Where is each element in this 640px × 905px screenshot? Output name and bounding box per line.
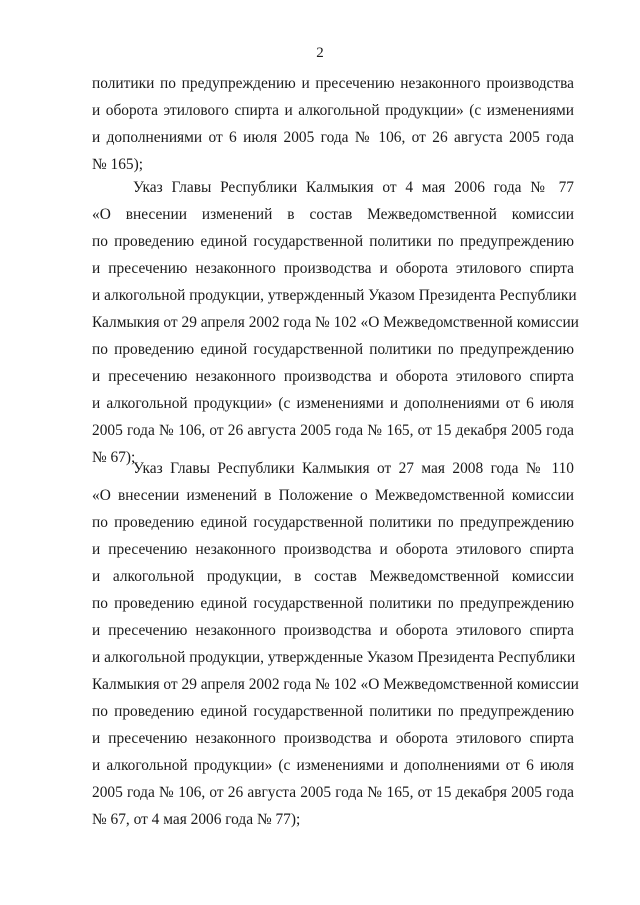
- text-line: Указ Главы Республики Калмыкия от 4 мая 2006 года № 77: [133, 179, 574, 196]
- text-line: и дополнениями от 6 июля 2005 года № 106, от 26 августа 2005 года: [92, 129, 574, 146]
- paragraph-decree-2008: [92, 455, 579, 833]
- text-line: и пресечению незаконного производства и оборота этилового спирта: [92, 368, 574, 385]
- text-line: № 165);: [92, 156, 144, 173]
- text-line: и алкогольной продукции, утвержденный Указом Президента Республики: [92, 287, 577, 304]
- text-line: и алкогольной продукции» (с изменениями и дополнениями от 6 июля: [92, 395, 574, 412]
- text-line: и алкогольной продукции, утвержденные Указом Президента Республики: [92, 649, 576, 666]
- text-line: «О внесении изменений в состав Межведомственной комиссии: [92, 206, 574, 223]
- text-line: по проведению единой государственной политики по предупреждению: [92, 595, 574, 612]
- text-line: политики по предупреждению и пресечению незаконного производства: [92, 75, 574, 92]
- text-line: по проведению единой государственной политики по предупреждению: [92, 703, 574, 720]
- paragraph-continuation: [92, 70, 574, 178]
- text-line: и алкогольной продукции» (с изменениями и дополнениями от 6 июля: [92, 757, 574, 774]
- text-line: и оборота этилового спирта и алкогольной продукции» (с изменениями: [92, 102, 574, 119]
- text-line: 2005 года № 106, от 26 августа 2005 года № 165, от 15 декабря 2005 года: [92, 784, 574, 801]
- text-line: и пресечению незаконного производства и оборота этилового спирта: [92, 541, 574, 558]
- text-line: по проведению единой государственной политики по предупреждению: [92, 514, 574, 531]
- text-line: по проведению единой государственной политики по предупреждению: [92, 233, 574, 250]
- text-line: и пресечению незаконного производства и оборота этилового спирта: [92, 730, 574, 747]
- text-line: Калмыкия от 29 апреля 2002 года № 102 «О Межведомственной комиссии: [92, 676, 579, 693]
- text-line: № 67);: [92, 449, 136, 466]
- text-line: и алкогольной продукции, в состав Межведомственной комиссии: [92, 568, 574, 585]
- text-line: по проведению единой государственной политики по предупреждению: [92, 341, 574, 358]
- text-line: и пресечению незаконного производства и оборота этилового спирта: [92, 622, 574, 639]
- text-line: Калмыкия от 29 апреля 2002 года № 102 «О Межведомственной комиссии: [92, 314, 579, 331]
- text-line: № 67, от 4 мая 2006 года № 77);: [92, 811, 301, 828]
- text-line: Указ Главы Республики Калмыкия от 27 мая 2008 года № 110: [133, 460, 574, 477]
- text-line: и пресечению незаконного производства и оборота этилового спирта: [92, 260, 574, 277]
- paragraph-decree-2006: [92, 174, 579, 471]
- page-number: 2: [316, 45, 324, 61]
- text-line: 2005 года № 106, от 26 августа 2005 года № 165, от 15 декабря 2005 года: [92, 422, 574, 439]
- text-line: «О внесении изменений в Положение о Межведомственной комиссии: [92, 487, 574, 504]
